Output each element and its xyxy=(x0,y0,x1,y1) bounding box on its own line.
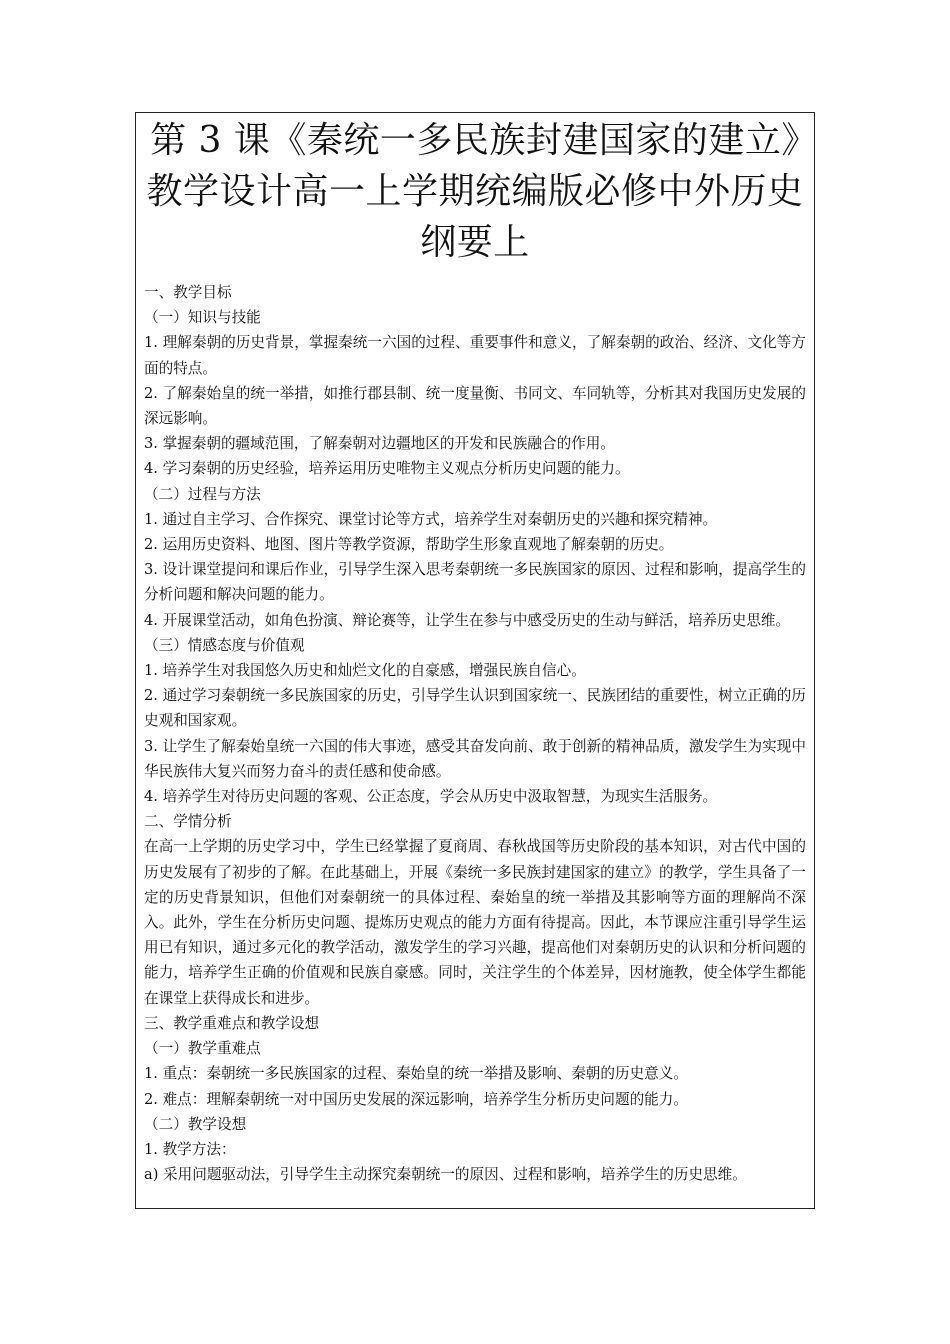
section-heading: 三、教学重难点和教学设想 xyxy=(144,1014,320,1032)
paragraph: 1. 重点：秦朝统一多民族国家的过程、秦始皇的统一举措及影响、秦朝的历史意义。 xyxy=(144,1065,688,1083)
document-body xyxy=(136,268,814,1187)
subsection-heading: （二）教学设想 xyxy=(144,1115,247,1133)
subsection-heading: （三）情感态度与价值观 xyxy=(144,636,305,654)
paragraph: 4. 学习秦朝的历史经验，培养运用历史唯物主义观点分析历史问题的能力。 xyxy=(144,460,630,478)
paragraph: 3. 让学生了解秦始皇统一六国的伟大事迹，感受其奋发向前、敢于创新的精神品质，激发学生为实现中华民族伟大复兴而努力奋斗的责任感和使命感。 xyxy=(144,737,806,780)
paragraph: 2. 了解秦始皇的统一举措，如推行郡县制、统一度量衡、书同文、车同轨等，分析其对我国历史发展的深远影响。 xyxy=(144,384,806,428)
document-title: 第 3 课《秦统一多民族封建国家的建立》教学设计高一上学期统编版必修中外历史纲要上 xyxy=(146,120,804,263)
subsection-heading: （一）知识与技能 xyxy=(144,309,261,327)
paragraph: 1. 教学方法： xyxy=(144,1140,236,1158)
section-heading: 二、学情分析 xyxy=(144,813,232,831)
paragraph: 1. 理解秦朝的历史背景，掌握秦统一六国的过程、重要事件和意义，了解秦朝的政治、经济、文化等方面的特点。 xyxy=(144,334,806,377)
paragraph: 3. 设计课堂提问和课后作业，引导学生深入思考秦朝统一多民族国家的原因、过程和影响，提高学生的分析问题和解决问题的能力。 xyxy=(144,561,806,604)
document-frame xyxy=(135,112,815,1209)
paragraph: 1. 培养学生对我国悠久历史和灿烂文化的自豪感，增强民族自信心。 xyxy=(144,662,586,680)
paragraph: 3. 掌握秦朝的疆域范围，了解秦朝对边疆地区的开发和民族融合的作用。 xyxy=(144,435,615,453)
paragraph: 4. 培养学生对待历史问题的客观、公正态度，学会从历史中汲取智慧，为现实生活服务。 xyxy=(144,788,718,806)
paragraph: 2. 运用历史资料、地图、图片等教学资源，帮助学生形象直观地了解秦朝的历史。 xyxy=(144,536,674,554)
subsection-heading: （二）过程与方法 xyxy=(144,485,261,503)
subsection-heading: （一）教学重难点 xyxy=(144,1040,261,1058)
paragraph: 在高一上学期的历史学习中，学生已经掌握了夏商周、春秋战国等历史阶段的基本知识，对古代中国的历史发展有了初步的了解。在此基础上，开展《秦统一多民族封建国家的建立》的教学，学生具备了一定的历史背景知识，但他们对秦朝统一的具体过程、秦始皇的统一举措及其影响等方面的理解尚不深入。此外，学生在分析历史问题、提炼历史观点的能力方面有待提高。因此，本节课应注重引导学生运用已有知识，通过多元化的教学活动，激发学生的学习兴趣，提高他们对秦朝历史的认识和分析问题的能力，培养学生正确的价值观和民族自豪感。同时，关注学生的个体差异，因材施教，使全体学生都能在课堂上获得成长和进步。 xyxy=(144,838,806,1007)
paragraph: 1. 通过自主学习、合作探究、课堂讨论等方式，培养学生对秦朝历史的兴趣和探究精神。 xyxy=(144,510,718,528)
paragraph: 4. 开展课堂活动，如角色扮演、辩论赛等，让学生在参与中感受历史的生动与鲜活，培养历史思维。 xyxy=(144,611,791,629)
section-heading: 一、教学目标 xyxy=(144,284,232,301)
paragraph: a) 采用问题驱动法，引导学生主动探究秦朝统一的原因、过程和影响，培养学生的历史思维。 xyxy=(144,1166,747,1184)
paragraph: 2. 难点：理解秦朝统一对中国历史发展的深远影响，培养学生分析历史问题的能力。 xyxy=(144,1090,688,1108)
paragraph: 2. 通过学习秦朝统一多民族国家的历史，引导学生认识到国家统一、民族团结的重要性，树立正确的历史观和国家观。 xyxy=(144,687,806,730)
